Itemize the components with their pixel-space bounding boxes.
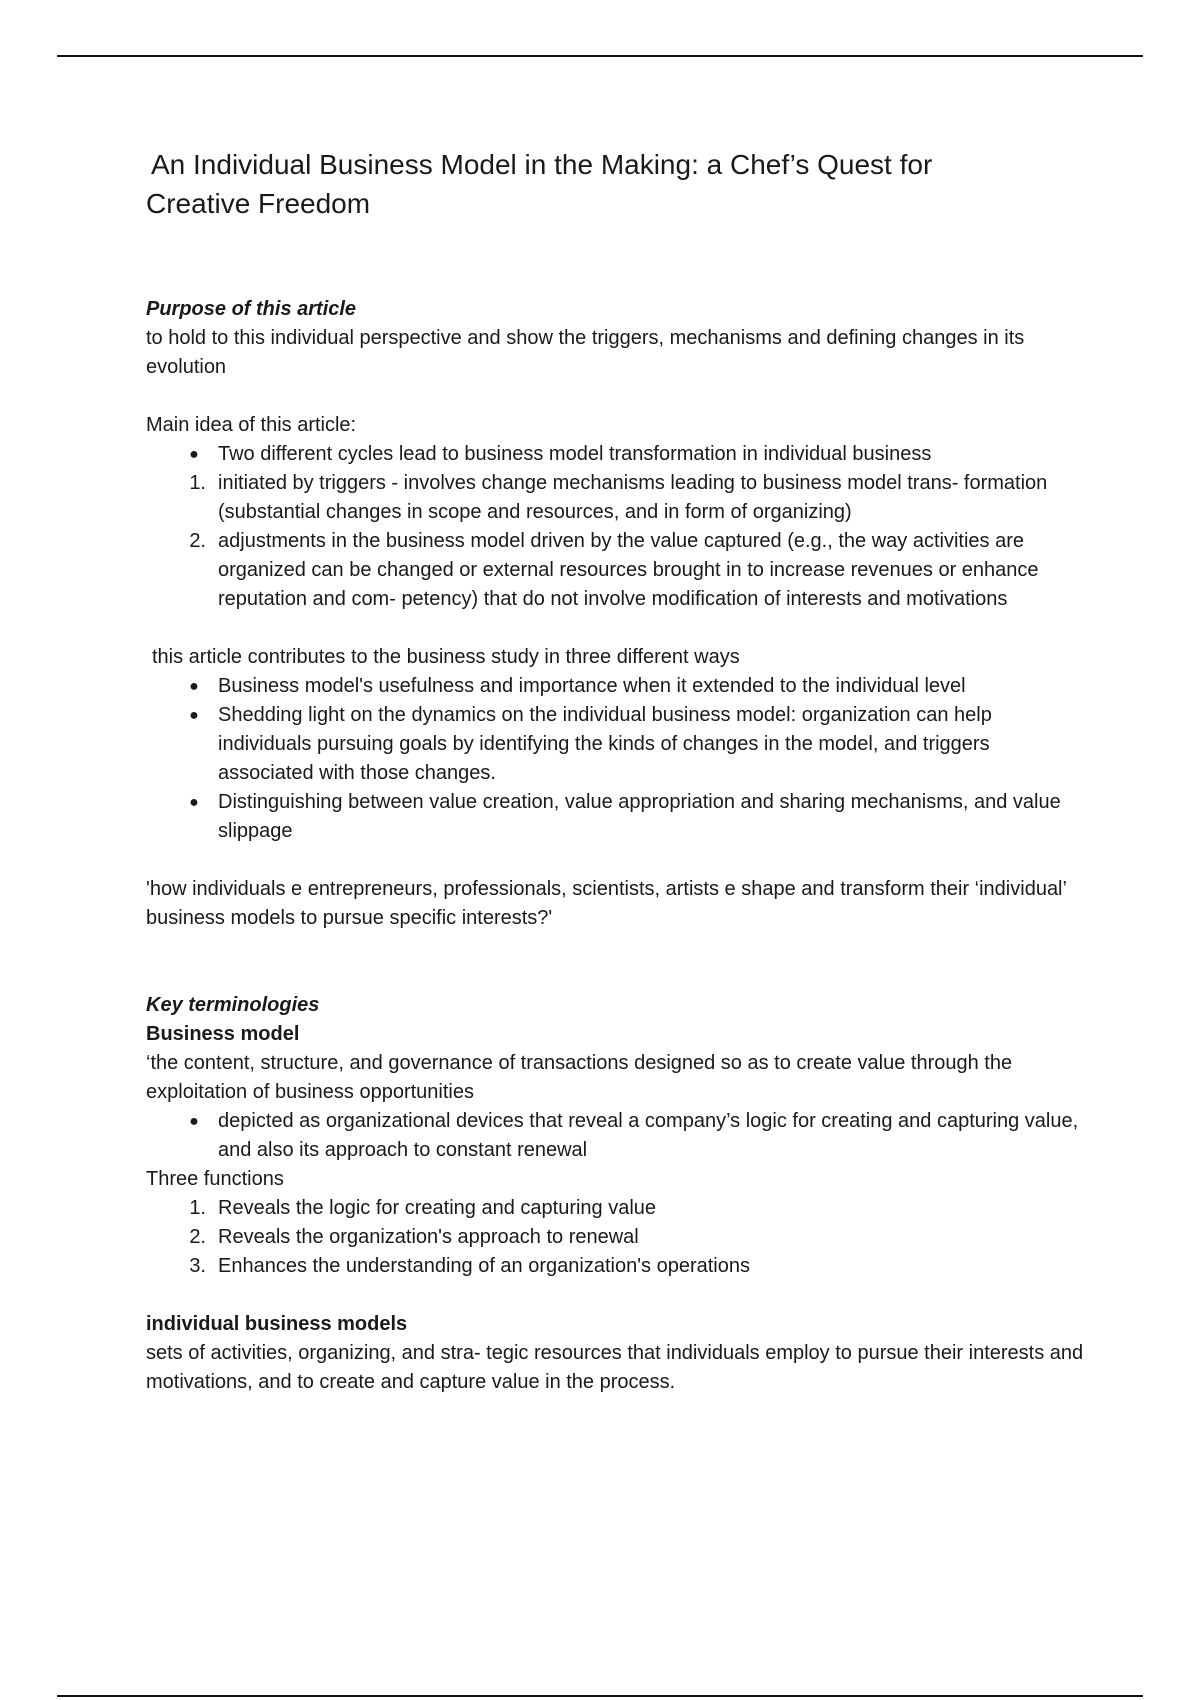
bullet-icon: ● <box>189 1113 199 1130</box>
business-model-term: Business model <box>146 1023 300 1045</box>
title-line-1: An Individual Business Model in the Making: a Chef’s Quest for <box>151 149 933 180</box>
list-item <box>146 1252 1086 1281</box>
list-item-text: Reveals the organization's approach to renewal <box>218 1226 639 1248</box>
individual-models-definition: sets of activities, organizing, and stra- tegic resources that individuals employ to pursue their interests and motivations, and to create and capture value in the process. <box>146 1342 1084 1393</box>
purpose-text: to hold to this individual perspective and show the triggers, mechanisms and defining changes in its evolution <box>146 327 1025 378</box>
list-number: 3. <box>189 1255 206 1277</box>
list-item-text: Distinguishing between value creation, value appropriation and sharing mechanisms, and value slippage <box>218 791 1061 842</box>
business-model-bullets <box>146 1107 1086 1165</box>
individual-models-term: individual business models <box>146 1313 408 1335</box>
list-number: 2. <box>189 1226 206 1248</box>
list-item-text: depicted as organizational devices that reveal a company’s logic for creating and capturing value, and also its approach to constant renewal <box>218 1110 1079 1161</box>
list-item <box>146 1223 1086 1252</box>
list-item-text: Business model's usefulness and importance when it extended to the individual level <box>218 675 966 697</box>
list-item <box>146 469 1086 527</box>
list-item <box>146 1194 1086 1223</box>
purpose-heading: Purpose of this article <box>146 298 357 320</box>
bullet-icon: ● <box>189 678 199 695</box>
document-page <box>146 145 1086 1397</box>
list-item-text: Enhances the understanding of an organization's operations <box>218 1255 750 1277</box>
key-terms-heading: Key terminologies <box>146 994 320 1016</box>
list-number: 1. <box>189 472 206 494</box>
document-title <box>146 145 1086 223</box>
list-item <box>146 701 1086 788</box>
list-item <box>146 440 1086 469</box>
list-item-text: adjustments in the business model driven by the value captured (e.g., the way activities are organized can be changed or external resources brought in to increase revenues or enhance reputation and com- petency) that do not involve modification of interests and motivations <box>218 530 1039 610</box>
list-item <box>146 672 1086 701</box>
list-item <box>146 788 1086 846</box>
list-item-text: Shedding light on the dynamics on the individual business model: organization can help individuals pursuing goals by identifying the kinds of changes in the model, and triggers associated with those changes. <box>218 704 992 784</box>
list-number: 1. <box>189 1197 206 1219</box>
list-item-text: initiated by triggers - involves change mechanisms leading to business model trans- formation (substantial changes in scope and resources, and in form of organizing) <box>218 472 1048 523</box>
main-idea-numbered-list <box>146 469 1086 614</box>
list-number: 2. <box>189 530 206 552</box>
functions-list <box>146 1194 1086 1281</box>
bottom-rule <box>57 1695 1143 1697</box>
top-rule <box>57 55 1143 57</box>
contributions-bullets <box>146 672 1086 846</box>
main-idea-heading: Main idea of this article: <box>146 414 357 436</box>
bullet-icon: ● <box>189 446 199 463</box>
contributions-heading: this article contributes to the business study in three different ways <box>152 646 740 668</box>
bullet-icon: ● <box>189 707 199 724</box>
list-item-text: Two different cycles lead to business model transformation in individual business <box>218 443 932 465</box>
functions-label: Three functions <box>146 1168 284 1190</box>
research-question-quote: 'how individuals e entrepreneurs, professionals, scientists, artists e shape and transform their ‘individual’ business models to pursue specific interests?' <box>146 878 1067 929</box>
list-item-text: Reveals the logic for creating and capturing value <box>218 1197 657 1219</box>
title-line-2: Creative Freedom <box>146 188 371 219</box>
bullet-icon: ● <box>189 794 199 811</box>
business-model-definition: ‘the content, structure, and governance of transactions designed so as to create value through the exploitation of business opportunities <box>146 1052 1013 1103</box>
main-idea-bullets <box>146 440 1086 469</box>
list-item <box>146 1107 1086 1165</box>
list-item <box>146 527 1086 614</box>
